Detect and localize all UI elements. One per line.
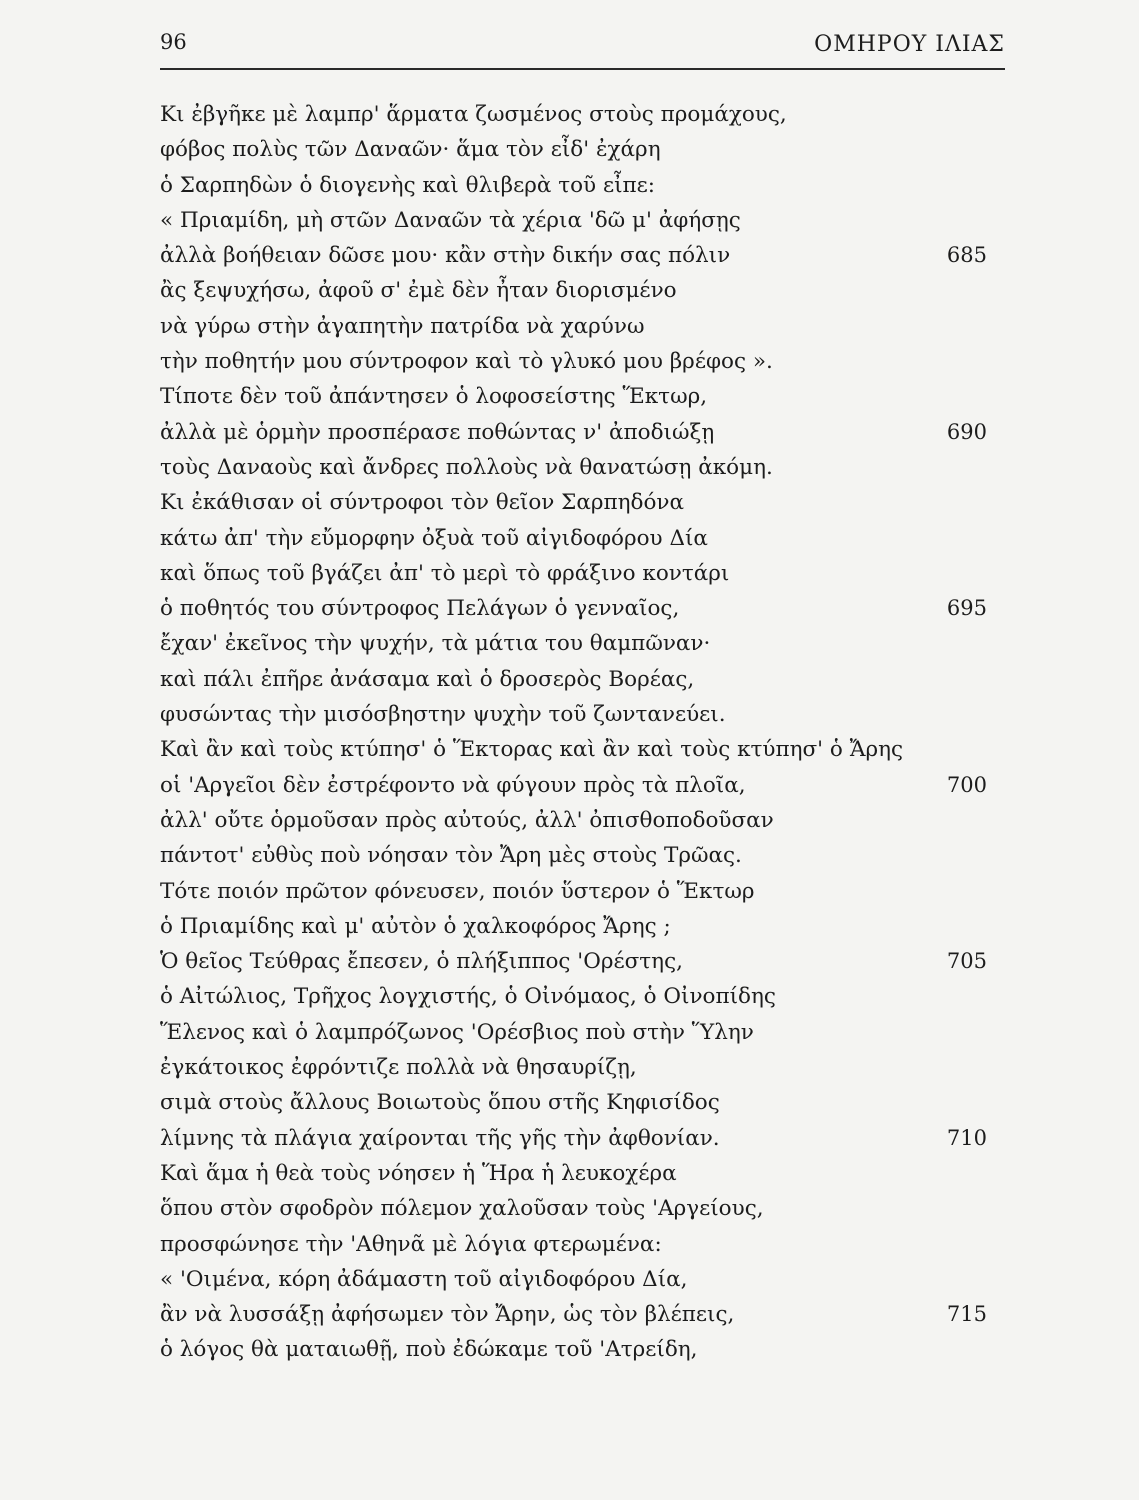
verse-line: [160, 626, 1005, 661]
verse-line: [160, 1050, 1005, 1085]
verse-line: [160, 132, 1005, 167]
verse-text: Κι ἐβγῆκε μὲ λαμπρ' ἅρματα ζωσμένος στοὺς προμάχους,: [160, 102, 787, 127]
verse-text: ὁ Αἰτώλιος, Τρῆχος λογχιστής, ὁ Οἰνόμαος, ὁ Οἰνοπίδης: [160, 984, 776, 1010]
verse-line: [160, 1332, 1005, 1367]
line-number: 715: [946, 1302, 987, 1327]
verse-line: [160, 97, 1005, 132]
verse-text: καὶ ὅπως τοῦ βγάζει ἀπ' τὸ μερὶ τὸ φράξινο κοντάρι: [160, 560, 730, 586]
verse-text: « 'Οιμένα, κόρη ἀδάμαστη τοῦ αἰγιδοφόρου Δία,: [160, 1266, 688, 1292]
verse-text: κάτω ἀπ' τὴν εὔμορφην ὀξυὰ τοῦ αἰγιδοφόρου Δία: [160, 525, 708, 551]
running-title: ΟΜΗΡΟΥ ΙΛΙΑΣ: [814, 32, 1005, 57]
verse-text: φόβος πολὺς τῶν Δαναῶν· ἅμα τὸν εἶδ' ἐχάρη: [160, 137, 661, 163]
verse-text: ὅπου στὸν σφοδρὸν πόλεμον χαλοῦσαν τοὺς 'Αργείους,: [160, 1196, 764, 1222]
verse-line: [160, 450, 1005, 485]
verse-text: ἐγκάτοικος ἐφρόντιζε πολλὰ νὰ θησαυρίζῃ,: [160, 1055, 637, 1081]
page-header: [160, 30, 1005, 64]
verse-line: [160, 1262, 1005, 1297]
verse-line: [160, 415, 1005, 450]
verse-text: τὴν ποθητήν μου σύντροφον καὶ τὸ γλυκό μου βρέφος ».: [160, 349, 773, 375]
verse-line: [160, 1015, 1005, 1050]
verse-text: λίμνης τὰ πλάγια χαίρονται τῆς γῆς τὴν ἀφθονίαν.: [160, 1125, 720, 1151]
verse-line: [160, 909, 1005, 944]
verse-line: [160, 803, 1005, 838]
verse-line: [160, 838, 1005, 873]
verse-text: προσφώνησε τὴν 'Αθηνᾶ μὲ λόγια φτερωμένα:: [160, 1231, 662, 1257]
verse-text: Τίποτε δὲν τοῦ ἀπάντησεν ὁ λοφοσείστης Ἕκτωρ,: [160, 384, 708, 410]
verse-text: « Πριαμίδη, μὴ στῶν Δαναῶν τὰ χέρια 'δῶ μ' ἀφήσῃς: [160, 207, 741, 233]
verse-line: [160, 591, 1005, 626]
line-number: 710: [946, 1125, 987, 1150]
header-rule: [160, 68, 1005, 70]
verse-text: πάντοτ' εὐθὺς ποὺ νόησαν τὸν Ἄρη μὲς στοὺς Τρῶας.: [160, 843, 742, 869]
verse-text: Ἕλενος καὶ ὁ λαμπρόζωνος 'Ορέσβιος ποὺ στὴν Ὕλην: [160, 1019, 754, 1045]
line-number: 690: [946, 419, 987, 444]
verse-line: [160, 273, 1005, 308]
verse-line: [160, 732, 1005, 767]
verse-text: Καὶ ἅμα ἡ θεὰ τοὺς νόησεν ἡ Ἥρα ἡ λευκοχέρα: [160, 1160, 677, 1186]
verse-text: ἀλλ' οὔτε ὁρμοῦσαν πρὸς αὐτούς, ἀλλ' ὀπισθοποδοῦσαν: [160, 807, 774, 833]
page-number: 96: [160, 30, 187, 54]
verse-line: [160, 203, 1005, 238]
verse-line: [160, 309, 1005, 344]
verse-text: ἀλλὰ μὲ ὁρμὴν προσπέρασε ποθώντας ν' ἀποδιώξῃ: [160, 419, 715, 445]
verse-text: ἂν νὰ λυσσάξῃ ἀφήσωμεν τὸν Ἄρην, ὡς τὸν βλέπεις,: [160, 1302, 735, 1328]
verse-text: Τότε ποιόν πρῶτον φόνευσεν, ποιόν ὕστερον ὁ Ἕκτωρ: [160, 878, 755, 904]
verse-line: [160, 768, 1005, 803]
verse-text: ἀλλὰ βοήθειαν δῶσε μου· κἂν στὴν δικήν σας πόλιν: [160, 243, 731, 269]
verse-line: [160, 344, 1005, 379]
line-number: 695: [946, 596, 987, 621]
verse-line: [160, 379, 1005, 414]
verse-line: [160, 168, 1005, 203]
verse-line: [160, 874, 1005, 909]
verse-text: οἱ 'Αργεῖοι δὲν ἐστρέφοντο νὰ φύγουν πρὸς τὰ πλοῖα,: [160, 772, 746, 798]
verse-line: [160, 944, 1005, 979]
verse-line: [160, 979, 1005, 1014]
verse-text: ἂς ξεψυχήσω, ἀφοῦ σ' ἐμὲ δὲν ἦταν διορισμένο: [160, 278, 677, 304]
line-number: 705: [946, 949, 987, 974]
verse-text: ἔχαν' ἐκεῖνος τὴν ψυχήν, τὰ μάτια του θαμπῶναν·: [160, 631, 711, 657]
verse-line: [160, 1085, 1005, 1120]
verse-line: [160, 1297, 1005, 1332]
verse-text: Ὁ θεῖος Τεύθρας ἔπεσεν, ὁ πλήξιππος 'Ορέστης,: [160, 949, 683, 975]
verse-line: [160, 238, 1005, 273]
verse-line: [160, 1191, 1005, 1226]
verse-text: Κι ἐκάθισαν οἱ σύντροφοι τὸν θεῖον Σαρπηδόνα: [160, 490, 685, 516]
verse-text: νὰ γύρω στὴν ἀγαπητὴν πατρίδα νὰ χαρύνω: [160, 313, 645, 339]
verse-line: [160, 556, 1005, 591]
verse-text: ὁ λόγος θὰ ματαιωθῇ, ποὺ ἐδώκαμε τοῦ 'Ατρείδη,: [160, 1337, 698, 1363]
verse-text: τοὺς Δαναοὺς καὶ ἄνδρες πολλοὺς νὰ θανατώσῃ ἀκόμη.: [160, 454, 773, 480]
verse-text: ὁ ποθητός του σύντροφος Πελάγων ὁ γενναῖος,: [160, 596, 680, 622]
line-number: 700: [946, 772, 987, 797]
verse-line: [160, 662, 1005, 697]
verse-line: [160, 697, 1005, 732]
verse-line: [160, 1121, 1005, 1156]
verse-text: Καὶ ἂν καὶ τοὺς κτύπησ' ὁ Ἕκτορας καὶ ἂν καὶ τοὺς κτύπησ' ὁ Ἄρης: [160, 737, 904, 763]
line-number: 685: [946, 243, 987, 268]
verse-text: φυσώντας τὴν μισόσβηστην ψυχὴν τοῦ ζωντανεύει.: [160, 702, 726, 728]
verse-text: σιμὰ στοὺς ἄλλους Βοιωτοὺς ὅπου στῆς Κηφισίδος: [160, 1090, 720, 1116]
verse-line: [160, 1227, 1005, 1262]
verse-text: ὁ Σαρπηδὼν ὁ διογενὴς καὶ θλιβερὰ τοῦ εἶπε:: [160, 172, 656, 198]
verse-block: [160, 97, 1005, 1368]
verse-line: [160, 1156, 1005, 1191]
verse-text: καὶ πάλι ἐπῆρε ἀνάσαμα καὶ ὁ δροσερὸς Βορέας,: [160, 666, 695, 692]
verse-line: [160, 521, 1005, 556]
verse-line: [160, 485, 1005, 520]
verse-text: ὁ Πριαμίδης καὶ μ' αὐτὸν ὁ χαλκοφόρος Ἄρης ;: [160, 913, 671, 939]
